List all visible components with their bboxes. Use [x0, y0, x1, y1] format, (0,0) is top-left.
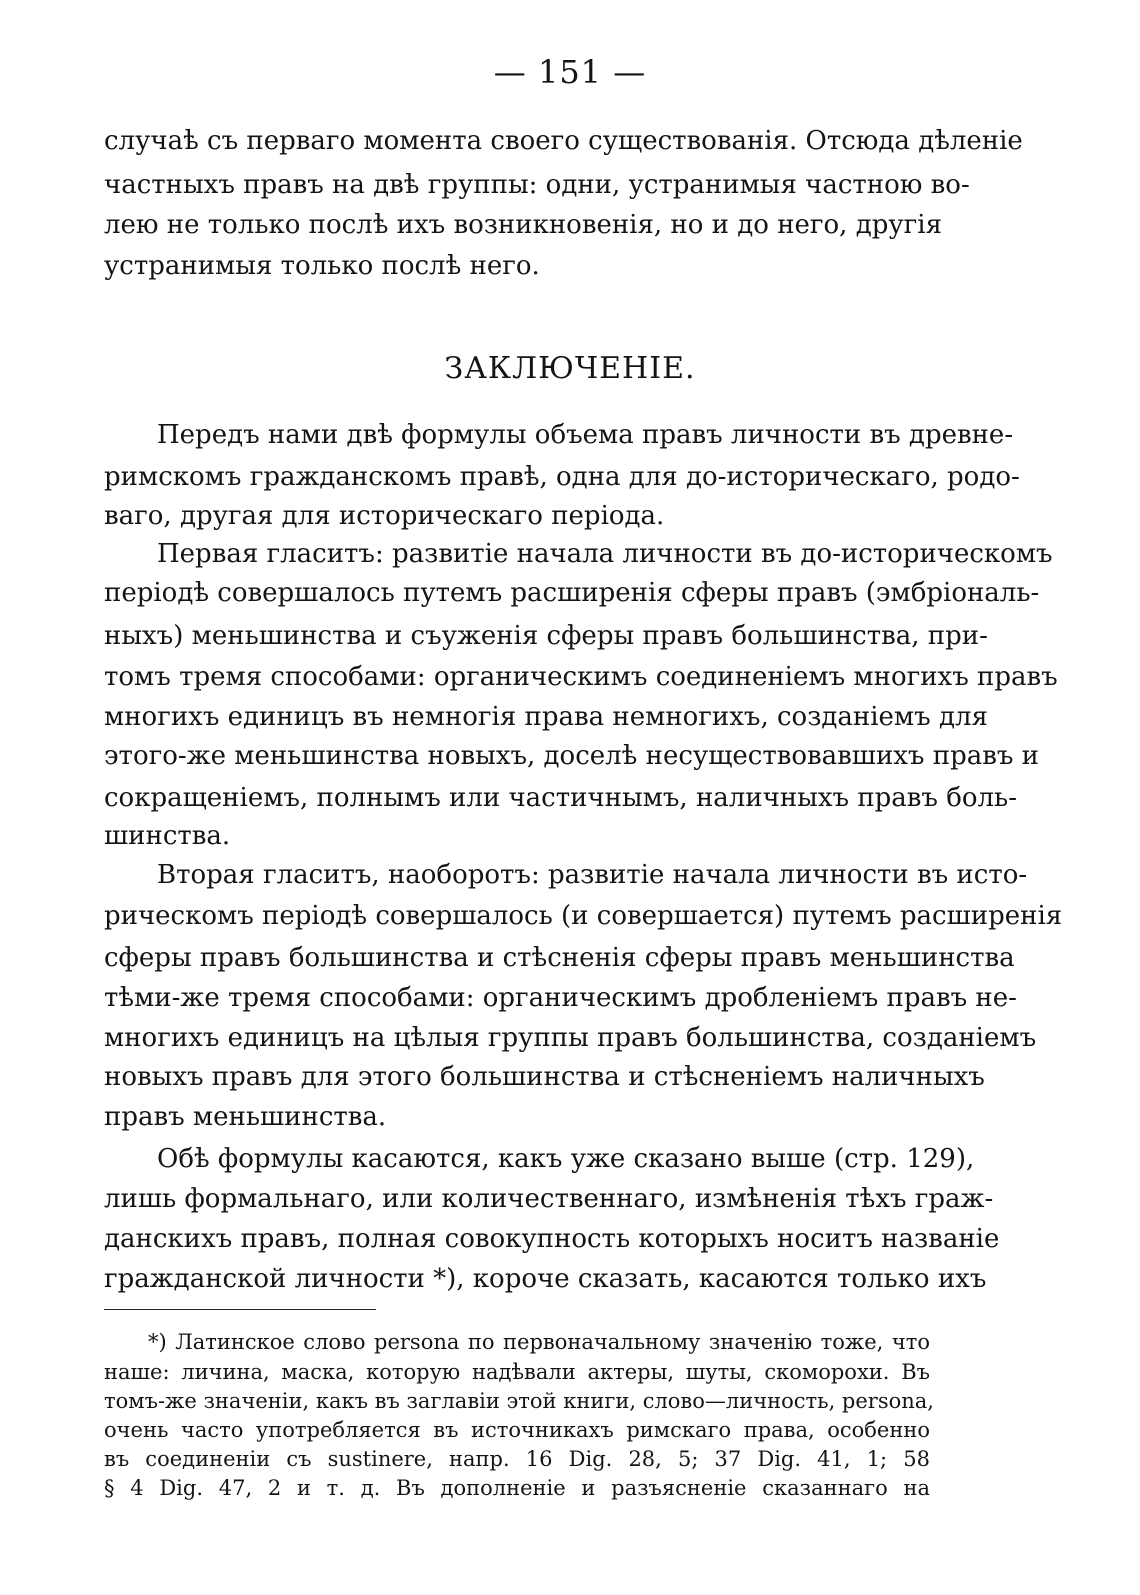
text-line: этого-же меньшинства новыхъ, доселѣ несуществовавшихъ правъ и	[104, 741, 1039, 771]
footnote-divider	[104, 1309, 376, 1310]
text-line: Вторая гласитъ, наоборотъ: развитіе начала личности въ исто-	[157, 860, 1028, 890]
text-line: Передъ нами двѣ формулы объема правъ личности въ древне-	[157, 420, 1014, 450]
text-line: шинства.	[104, 821, 231, 851]
text-line: гражданской личности *), короче сказать, касаются только ихъ	[104, 1264, 987, 1294]
text-line: новыхъ правъ для этого большинства и стѣсненіемъ наличныхъ	[104, 1062, 985, 1092]
text-line: періодѣ совершалось путемъ расширенія сферы правъ (эмбріональ-	[104, 578, 1040, 608]
page-number: — 151 —	[493, 53, 647, 91]
text-line: рическомъ періодѣ совершалось (и совершается) путемъ расширенія	[104, 901, 1063, 931]
text-line: томъ тремя способами: органическимъ соединеніемъ многихъ правъ	[104, 662, 1058, 692]
text-line: тѣми-же тремя способами: органическимъ дробленіемъ правъ не-	[104, 983, 1017, 1013]
text-line: данскихъ правъ, полная совокупность которыхъ носитъ названіе	[104, 1224, 1000, 1254]
text-line: многихъ единицъ въ немногія права немногихъ, созданіемъ для	[104, 702, 988, 732]
footnote-line: наше: личина, маска, которую надѣвали актеры, шуты, скоморохи. Въ	[104, 1360, 930, 1384]
text-line: частныхъ правъ на двѣ группы: одни, устранимыя частною во-	[104, 170, 970, 200]
section-heading: ЗАКЛЮЧЕНІЕ.	[444, 351, 696, 386]
footnote-line: въ соединеніи съ sustinere, напр. 16 Dig. 28, 5; 37 Dig. 41, 1; 58	[104, 1447, 930, 1471]
footnote-line: томъ-же значеніи, какъ въ заглавіи этой книги, слово—личность, persona,	[104, 1389, 934, 1413]
footnote-line: *) Латинское слово persona по первоначальному значенію тоже, что	[148, 1330, 930, 1354]
text-line: лею не только послѣ ихъ возникновенія, но и до него, другія	[104, 210, 943, 240]
text-line: ваго, другая для историческаго періода.	[104, 501, 665, 531]
text-line: Обѣ формулы касаются, какъ уже сказано выше (стр. 129),	[157, 1144, 975, 1174]
text-line: многихъ единицъ на цѣлыя группы правъ большинства, созданіемъ	[104, 1023, 1037, 1053]
footnote-line: очень часто употребляется въ источникахъ римскаго права, особенно	[104, 1418, 930, 1442]
text-line: случаѣ съ перваго момента своего существованія. Отсюда дѣленіе	[104, 126, 1023, 156]
footnote-line: § 4 Dig. 47, 2 и т. д. Въ дополненіе и разъясненіе сказаннаго на	[104, 1476, 930, 1500]
text-line: сферы правъ большинства и стѣсненія сферы правъ меньшинства	[104, 943, 1015, 973]
text-line: правъ меньшинства.	[104, 1102, 387, 1132]
text-line: сокращеніемъ, полнымъ или частичнымъ, наличныхъ правъ боль-	[104, 783, 1017, 813]
text-line: устранимыя только послѣ него.	[104, 251, 540, 281]
text-line: ныхъ) меньшинства и съуженія сферы правъ большинства, при-	[104, 621, 988, 651]
text-line: римскомъ гражданскомъ правѣ, одна для до-историческаго, родо-	[104, 462, 1020, 492]
text-line: лишь формальнаго, или количественнаго, измѣненія тѣхъ граж-	[104, 1184, 994, 1214]
text-line: Первая гласитъ: развитіе начала личности въ до-историческомъ	[157, 539, 1053, 569]
